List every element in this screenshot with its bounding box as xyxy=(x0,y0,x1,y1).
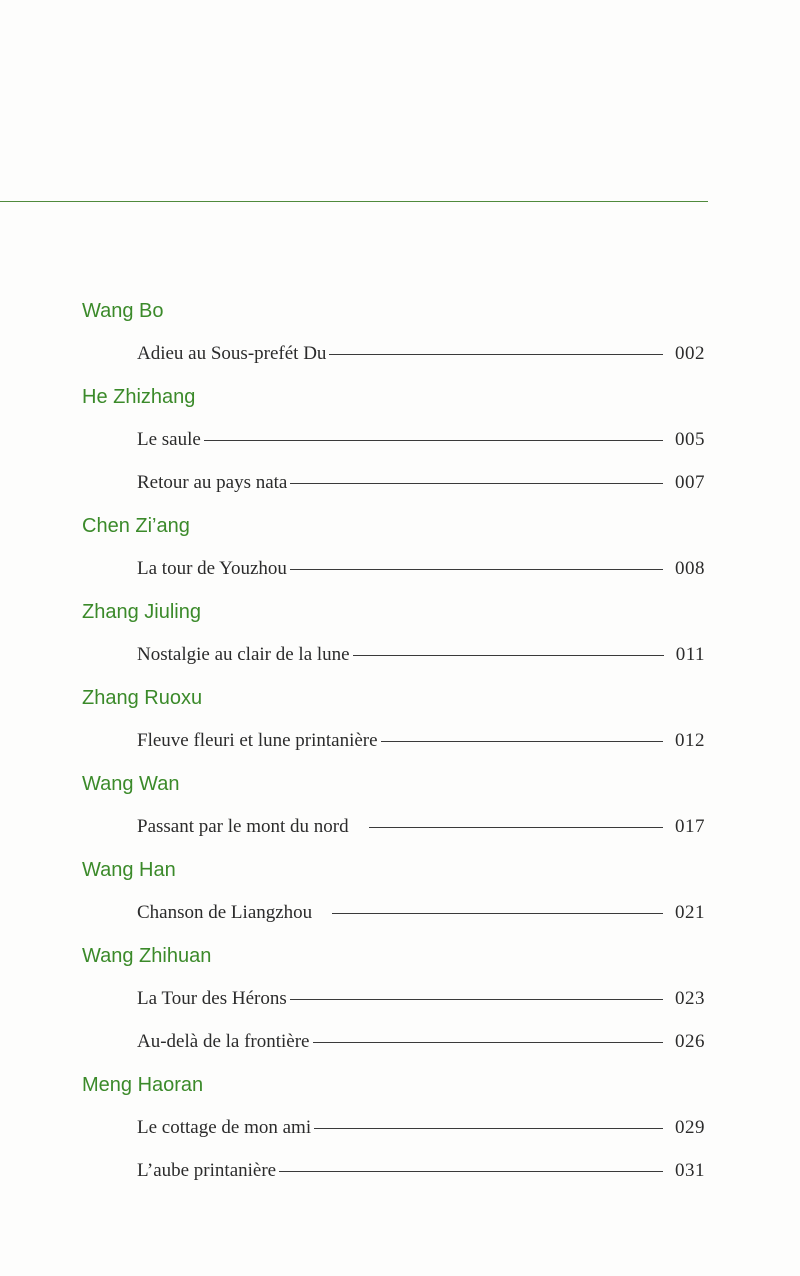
page-number: 023 xyxy=(675,988,705,1009)
dot-leader xyxy=(313,1042,664,1043)
dot-leader xyxy=(332,913,663,914)
entry-title: Adieu au Sous-prefét Du xyxy=(137,343,327,364)
toc-entry[interactable] xyxy=(137,1029,705,1055)
page-number: 005 xyxy=(675,429,705,450)
page-number: 026 xyxy=(675,1031,705,1052)
author-heading: He Zhizhang xyxy=(82,386,196,408)
author-heading: Meng Haoran xyxy=(82,1074,204,1096)
entry-title: La tour de Youzhou xyxy=(137,558,287,579)
dot-leader xyxy=(290,483,663,484)
entry-title: L’aube printanière xyxy=(137,1160,277,1181)
dot-leader xyxy=(369,827,663,828)
page-number: 012 xyxy=(675,730,705,751)
dot-leader xyxy=(353,655,664,656)
toc-entry[interactable] xyxy=(137,1115,705,1141)
page-number: 008 xyxy=(675,558,705,579)
page-number: 021 xyxy=(675,902,705,923)
toc-entry[interactable] xyxy=(137,642,705,668)
author-heading: Wang Wan xyxy=(82,773,180,795)
entry-title: Fleuve fleuri et lune printanière xyxy=(137,730,378,751)
dot-leader xyxy=(329,354,663,355)
page-number: 011 xyxy=(675,644,705,665)
page-number: 029 xyxy=(675,1117,705,1138)
entry-title: Le saule xyxy=(137,429,201,450)
entry-title: Retour au pays nata xyxy=(137,472,288,493)
page-number: 007 xyxy=(675,472,705,493)
entry-title: Nostalgie au clair de la lune xyxy=(137,644,350,665)
author-heading: Chen Zi’ang xyxy=(82,515,190,537)
entry-title: Passant par le mont du nord xyxy=(137,816,349,837)
dot-leader xyxy=(204,440,663,441)
author-heading: Zhang Ruoxu xyxy=(82,687,203,709)
entry-title: Le cottage de mon ami xyxy=(137,1117,312,1138)
dot-leader xyxy=(290,569,663,570)
toc-entry[interactable] xyxy=(137,1158,705,1184)
toc-entry[interactable] xyxy=(137,986,705,1012)
entry-title: Chanson de Liangzhou xyxy=(137,902,313,923)
author-heading: Zhang Jiuling xyxy=(82,601,201,623)
entry-title: Au-delà de la frontière xyxy=(137,1031,310,1052)
page-number: 017 xyxy=(675,816,705,837)
dot-leader xyxy=(381,741,663,742)
dot-leader xyxy=(290,999,663,1000)
dot-leader xyxy=(279,1171,663,1172)
toc-entry[interactable] xyxy=(137,427,705,453)
author-heading: Wang Han xyxy=(82,859,176,881)
toc-entry[interactable] xyxy=(137,900,705,926)
author-heading: Wang Bo xyxy=(82,300,164,322)
toc-entry[interactable] xyxy=(137,728,705,754)
page-number: 002 xyxy=(675,343,705,364)
entry-title: La Tour des Hérons xyxy=(137,988,287,1009)
toc-entry[interactable] xyxy=(137,470,705,496)
toc-entry[interactable] xyxy=(137,556,705,582)
toc-entry[interactable] xyxy=(137,341,705,367)
page-number: 031 xyxy=(675,1160,705,1181)
toc-entry[interactable] xyxy=(137,814,705,840)
author-heading: Wang Zhihuan xyxy=(82,945,212,967)
dot-leader xyxy=(314,1128,663,1129)
